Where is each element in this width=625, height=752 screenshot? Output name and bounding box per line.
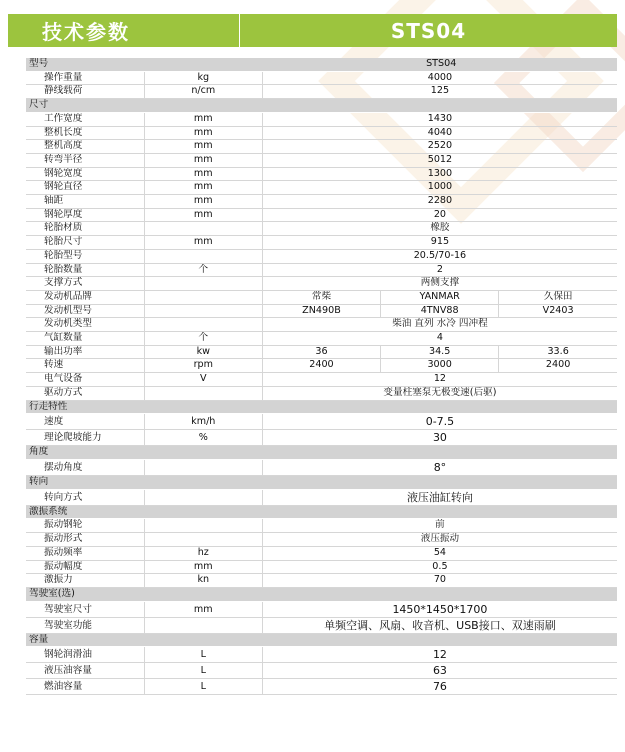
row-name: 轴距 — [26, 195, 144, 209]
row-unit: L — [144, 663, 262, 679]
row-value: 76 — [262, 679, 617, 695]
row-value: 两侧支撑 — [262, 277, 617, 291]
section-label: 激振系统 — [26, 505, 617, 519]
row-name: 轮胎数量 — [26, 263, 144, 277]
row-name: 速度 — [26, 414, 144, 430]
section-row-angle — [26, 446, 617, 460]
row-unit — [144, 519, 262, 533]
row-value: 前 — [262, 519, 617, 533]
table-row — [26, 459, 617, 475]
row-unit — [144, 489, 262, 505]
row-unit: V — [144, 373, 262, 387]
row-unit: mm — [144, 140, 262, 154]
model-value: STS04 — [262, 58, 617, 71]
row-name: 激振力 — [26, 574, 144, 588]
table-row — [26, 663, 617, 679]
row-value: 液压油缸转向 — [262, 489, 617, 505]
row-name: 驱动方式 — [26, 386, 144, 400]
row-name: 燃油容量 — [26, 679, 144, 695]
row-value: 54 — [262, 546, 617, 560]
table-row — [26, 546, 617, 560]
row-value-2: 3000 — [381, 359, 499, 373]
row-unit: km/h — [144, 414, 262, 430]
row-value-1: 36 — [262, 345, 380, 359]
table-row — [26, 679, 617, 695]
section-row-travel — [26, 400, 617, 414]
section-row-vibration — [26, 505, 617, 519]
row-unit: rpm — [144, 359, 262, 373]
row-value-3: V2403 — [499, 304, 617, 318]
row-name: 轮胎型号 — [26, 249, 144, 263]
table-row — [26, 112, 617, 126]
row-value: 柴油 直列 水冷 四冲程 — [262, 318, 617, 332]
section-row-cab — [26, 587, 617, 601]
row-value-1: 常柴 — [262, 290, 380, 304]
table-row — [26, 359, 617, 373]
row-name: 驾驶室功能 — [26, 617, 144, 633]
table-row — [26, 153, 617, 167]
section-row-dimensions — [26, 99, 617, 113]
row-name: 转弯半径 — [26, 153, 144, 167]
table-row — [26, 519, 617, 533]
table-row — [26, 560, 617, 574]
row-value: 4000 — [262, 71, 617, 85]
row-name: 转速 — [26, 359, 144, 373]
table-row — [26, 181, 617, 195]
row-value: 橡胶 — [262, 222, 617, 236]
table-row — [26, 414, 617, 430]
row-name: 振动形式 — [26, 533, 144, 547]
row-value-2: 4TNV88 — [381, 304, 499, 318]
row-name: 钢轮厚度 — [26, 208, 144, 222]
row-value: 1450*1450*1700 — [262, 601, 617, 617]
row-value: 20.5/70-16 — [262, 249, 617, 263]
row-value-3: 33.6 — [499, 345, 617, 359]
row-name: 操作重量 — [26, 71, 144, 85]
table-row — [26, 71, 617, 85]
table-row — [26, 318, 617, 332]
row-value: 2280 — [262, 195, 617, 209]
row-value: 2520 — [262, 140, 617, 154]
row-name: 整机高度 — [26, 140, 144, 154]
row-unit — [144, 318, 262, 332]
row-value: 单频空调、风扇、收音机、USB接口、双速雨刷 — [262, 617, 617, 633]
row-value: 5012 — [262, 153, 617, 167]
row-name: 液压油容量 — [26, 663, 144, 679]
row-value: 8° — [262, 459, 617, 475]
row-unit: mm — [144, 181, 262, 195]
row-unit — [144, 277, 262, 291]
section-row-steering — [26, 475, 617, 489]
row-unit: L — [144, 679, 262, 695]
row-unit — [144, 386, 262, 400]
row-unit: 个 — [144, 263, 262, 277]
row-unit: L — [144, 647, 262, 663]
row-value: 12 — [262, 373, 617, 387]
row-name: 轮胎材质 — [26, 222, 144, 236]
row-name: 整机长度 — [26, 126, 144, 140]
table-row — [26, 249, 617, 263]
section-label: 角度 — [26, 446, 617, 460]
row-unit: n/cm — [144, 85, 262, 99]
section-label: 行走特性 — [26, 400, 617, 414]
row-unit: mm — [144, 195, 262, 209]
table-row — [26, 208, 617, 222]
row-value: 63 — [262, 663, 617, 679]
table-row — [26, 647, 617, 663]
row-value: 30 — [262, 430, 617, 446]
row-unit — [144, 304, 262, 318]
row-name: 气缸数量 — [26, 332, 144, 346]
table-row — [26, 489, 617, 505]
row-value-3: 2400 — [499, 359, 617, 373]
table-row — [26, 574, 617, 588]
row-name: 钢轮直径 — [26, 181, 144, 195]
row-name: 振动幅度 — [26, 560, 144, 574]
row-value: 12 — [262, 647, 617, 663]
row-value-2: 34.5 — [381, 345, 499, 359]
row-name: 振动钢轮 — [26, 519, 144, 533]
table-row — [26, 533, 617, 547]
row-unit — [144, 459, 262, 475]
row-value: 0-7.5 — [262, 414, 617, 430]
row-value: 125 — [262, 85, 617, 99]
row-unit — [144, 249, 262, 263]
row-name: 转向方式 — [26, 489, 144, 505]
row-value: 4 — [262, 332, 617, 346]
row-value: 1000 — [262, 181, 617, 195]
row-value: 液压振动 — [262, 533, 617, 547]
row-unit — [144, 290, 262, 304]
spec-header-bar — [8, 14, 617, 47]
table-row — [26, 222, 617, 236]
table-row — [26, 304, 617, 318]
spec-title: 技术参数 — [8, 14, 240, 47]
table-row — [26, 140, 617, 154]
row-unit — [144, 533, 262, 547]
table-row — [26, 85, 617, 99]
row-value: 4040 — [262, 126, 617, 140]
row-value-1: ZN490B — [262, 304, 380, 318]
row-name: 钢轮润滑油 — [26, 647, 144, 663]
row-value: 915 — [262, 236, 617, 250]
table-row — [26, 263, 617, 277]
row-value: 20 — [262, 208, 617, 222]
row-unit: kn — [144, 574, 262, 588]
row-value: 1300 — [262, 167, 617, 181]
row-name: 驾驶室尺寸 — [26, 601, 144, 617]
section-row-capacity — [26, 633, 617, 647]
row-value: 70 — [262, 574, 617, 588]
row-unit: kw — [144, 345, 262, 359]
row-unit — [144, 222, 262, 236]
section-label: 容量 — [26, 633, 617, 647]
table-row — [26, 236, 617, 250]
header-model: STS04 — [390, 18, 467, 43]
row-name: 电气设备 — [26, 373, 144, 387]
section-label: 转向 — [26, 475, 617, 489]
row-name: 发动机品牌 — [26, 290, 144, 304]
table-row — [26, 430, 617, 446]
row-unit: mm — [144, 112, 262, 126]
row-name: 输出功率 — [26, 345, 144, 359]
row-name: 支撑方式 — [26, 277, 144, 291]
section-label: 型号 — [26, 58, 262, 71]
row-value-3: 久保田 — [499, 290, 617, 304]
row-unit: mm — [144, 126, 262, 140]
row-unit: mm — [144, 601, 262, 617]
row-name: 发动机型号 — [26, 304, 144, 318]
row-unit — [144, 617, 262, 633]
row-unit: kg — [144, 71, 262, 85]
section-row-model — [26, 58, 617, 71]
row-name: 钢轮宽度 — [26, 167, 144, 181]
row-unit: mm — [144, 167, 262, 181]
row-name: 理论爬坡能力 — [26, 430, 144, 446]
table-row — [26, 167, 617, 181]
spec-table — [26, 58, 617, 695]
row-unit: 个 — [144, 332, 262, 346]
section-label: 驾驶室(选) — [26, 587, 617, 601]
table-row — [26, 617, 617, 633]
row-name: 静线载荷 — [26, 85, 144, 99]
row-value-1: 2400 — [262, 359, 380, 373]
table-row — [26, 345, 617, 359]
row-value: 2 — [262, 263, 617, 277]
row-unit: % — [144, 430, 262, 446]
table-row — [26, 290, 617, 304]
row-unit: mm — [144, 560, 262, 574]
table-row — [26, 332, 617, 346]
row-name: 振动频率 — [26, 546, 144, 560]
row-unit: hz — [144, 546, 262, 560]
table-row — [26, 126, 617, 140]
row-name: 摆动角度 — [26, 459, 144, 475]
row-value: 1430 — [262, 112, 617, 126]
table-row — [26, 373, 617, 387]
row-name: 轮胎尺寸 — [26, 236, 144, 250]
section-label: 尺寸 — [26, 99, 617, 113]
row-unit: mm — [144, 153, 262, 167]
table-row — [26, 195, 617, 209]
table-row — [26, 601, 617, 617]
table-row — [26, 277, 617, 291]
row-name: 工作宽度 — [26, 112, 144, 126]
row-value-2: YANMAR — [381, 290, 499, 304]
row-value: 变量柱塞泵无极变速(后驱) — [262, 386, 617, 400]
row-value: 0.5 — [262, 560, 617, 574]
table-row — [26, 386, 617, 400]
row-name: 发动机类型 — [26, 318, 144, 332]
row-unit: mm — [144, 236, 262, 250]
row-unit: mm — [144, 208, 262, 222]
